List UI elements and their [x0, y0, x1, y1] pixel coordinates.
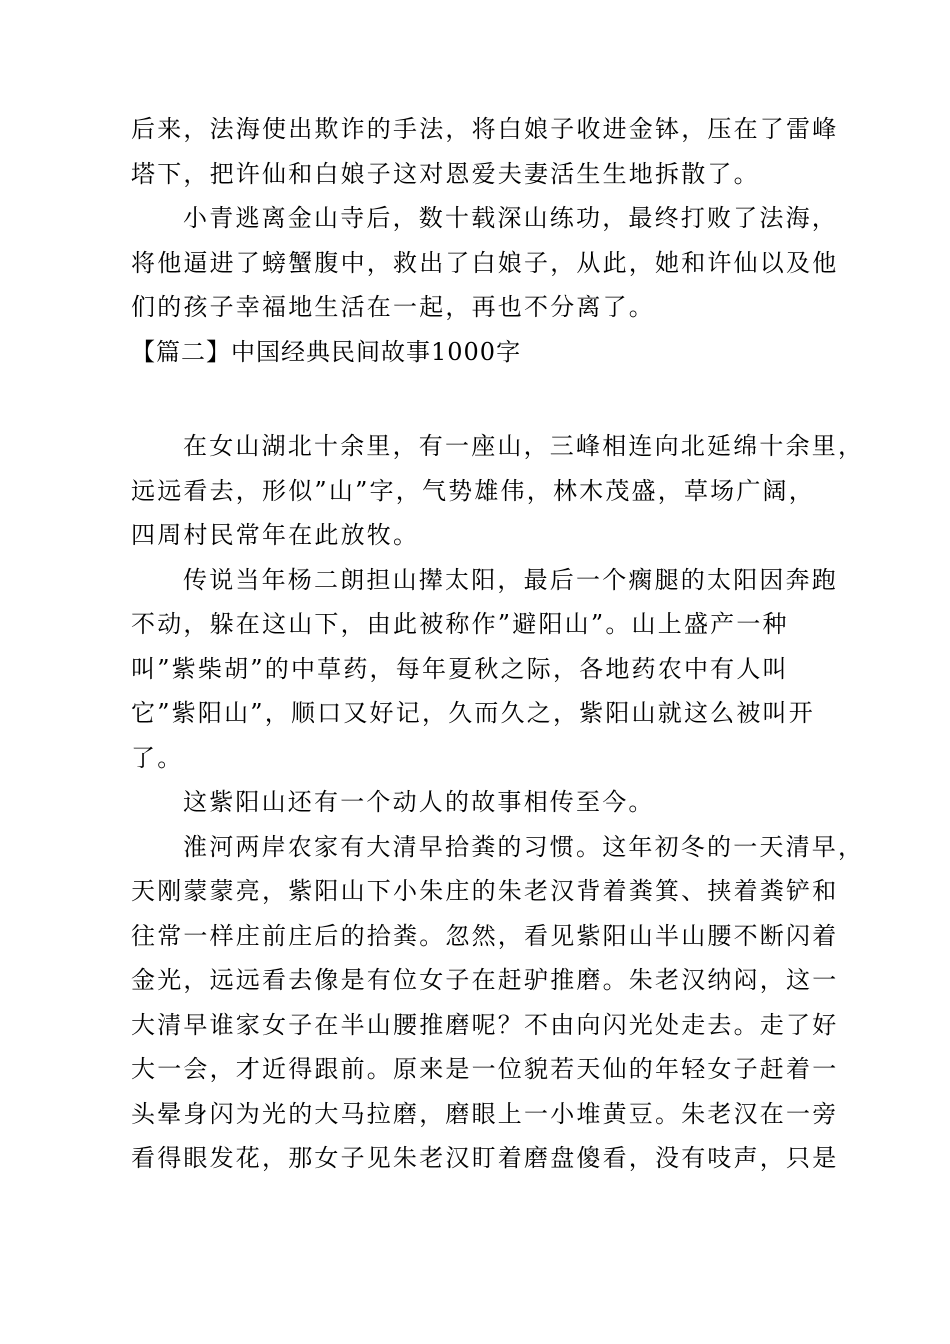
paragraph-line: 们的孩子幸福地生活在一起，再也不分离了。: [131, 293, 655, 321]
paragraph-line: 在女山湖北十余里，有一座山，三峰相连向北延绵十余里，: [183, 432, 865, 460]
paragraph-line: 了。: [131, 743, 184, 772]
paragraph-line: 后来，法海使出欺诈的手法，将白娘子收进金钵，压在了雷峰: [131, 115, 839, 143]
paragraph-line: 它”紫阳山”，顺口又好记，久而久之，紫阳山就这么被叫开: [131, 699, 815, 727]
paragraph-line: 小青逃离金山寺后，数十载深山练功，最终打败了法海，: [183, 204, 838, 232]
paragraph-line: 这紫阳山还有一个动人的故事相传至今。: [183, 788, 655, 816]
blank-spacer: [131, 374, 831, 424]
paragraph-line: 塔下，把许仙和白娘子这对恩爱夫妻活生生地拆散了。: [131, 159, 760, 188]
paragraph-line: 往常一样庄前庄后的拾粪。忽然，看见紫阳山半山腰不断闪着: [131, 921, 839, 950]
paragraph-5: [131, 780, 831, 825]
paragraph-1: [131, 107, 839, 196]
paragraph-line: 四周村民常年在此放牧。: [131, 521, 420, 549]
paragraph-line: 大清早谁家女子在半山腰推磨呢？不由向闪光处走去。走了好: [131, 1010, 839, 1039]
section-heading: 【篇二】中国经典民间故事1000字: [131, 337, 522, 366]
paragraph-line: 天刚蒙蒙亮，紫阳山下小朱庄的朱老汉背着粪箕、挟着粪铲和: [131, 877, 839, 905]
paragraph-line: 看得眼发花，那女子见朱老汉盯着磨盘傻看，没有吱声，只是: [131, 1144, 839, 1172]
paragraph-line: 不动，躲在这山下，由此被称作”避阳山”。山上盛产一种: [131, 610, 789, 638]
paragraph-2: [131, 196, 839, 330]
paragraph-4: [131, 558, 838, 781]
paragraph-line: 将他逼进了螃蟹腹中，救出了白娘子，从此，她和许仙以及他: [131, 248, 839, 277]
paragraph-line: 金光，远远看去像是有位女子在赶驴推磨。朱老汉纳闷，这一: [131, 966, 839, 994]
paragraph-6: [131, 825, 865, 1181]
paragraph-line: 头晕身闪为光的大马拉磨，磨眼上一小堆黄豆。朱老汉在一旁: [131, 1099, 839, 1128]
paragraph-line: 淮河两岸农家有大清早拾粪的习惯。这年初冬的一天清早，: [183, 832, 865, 861]
paragraph-line: 远远看去，形似”山”字，气势雄伟，林木茂盛，草场广阔，: [131, 476, 815, 505]
paragraph-line: 大一会，才近得跟前。原来是一位貌若天仙的年轻女子赶着一: [131, 1055, 839, 1083]
paragraph-line: 传说当年杨二朗担山撵太阳，最后一个瘸腿的太阳因奔跑: [183, 565, 838, 594]
paragraph-3: [131, 424, 865, 558]
paragraph-line: 叫”紫柴胡”的中草药，每年夏秋之际，各地药农中有人叫: [131, 654, 789, 683]
document-body: [131, 107, 865, 1181]
